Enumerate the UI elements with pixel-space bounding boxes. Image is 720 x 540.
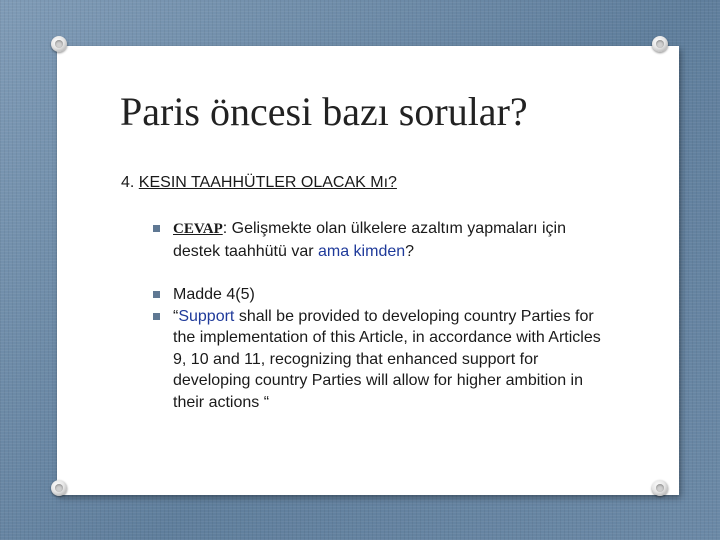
article-list xyxy=(173,284,613,414)
pushpin-icon xyxy=(652,480,668,496)
pushpin-icon xyxy=(51,480,67,496)
answer-highlight: ama kimden xyxy=(317,242,406,260)
answer-label: CEVAP xyxy=(173,221,223,237)
answer-list xyxy=(173,218,613,262)
quote-highlight: Support xyxy=(178,307,235,325)
slide-subheading xyxy=(121,174,397,192)
list-item xyxy=(173,218,613,262)
bullet-square-icon xyxy=(153,291,160,298)
pushpin-icon xyxy=(51,36,67,52)
subheading-number: 4. xyxy=(121,174,135,191)
quote-open: “ xyxy=(173,307,179,325)
list-item xyxy=(173,306,613,414)
answer-colon: : xyxy=(222,220,228,237)
slide-title: Paris öncesi bazı sorular? xyxy=(120,89,528,134)
list-item xyxy=(173,284,613,306)
quote-text: shall be provided to developing country Parties for the implementation of this Article, in accordance with Articles 9, 10 and 11, recognizing that enhanced support for developing country Parties will allow for higher ambition in their actions “ xyxy=(173,307,601,411)
bullet-square-icon xyxy=(153,225,160,232)
answer-text: Gelişmekte olan ülkelere azaltım yapmaları için destek taahhütü var xyxy=(173,220,566,260)
bullet-square-icon xyxy=(153,313,160,320)
subheading-text: KESIN TAAHHÜTLER OLACAK Mı? xyxy=(138,174,397,191)
pushpin-icon xyxy=(652,36,668,52)
answer-text-end: ? xyxy=(405,242,415,260)
article-reference: Madde 4(5) xyxy=(173,286,255,303)
